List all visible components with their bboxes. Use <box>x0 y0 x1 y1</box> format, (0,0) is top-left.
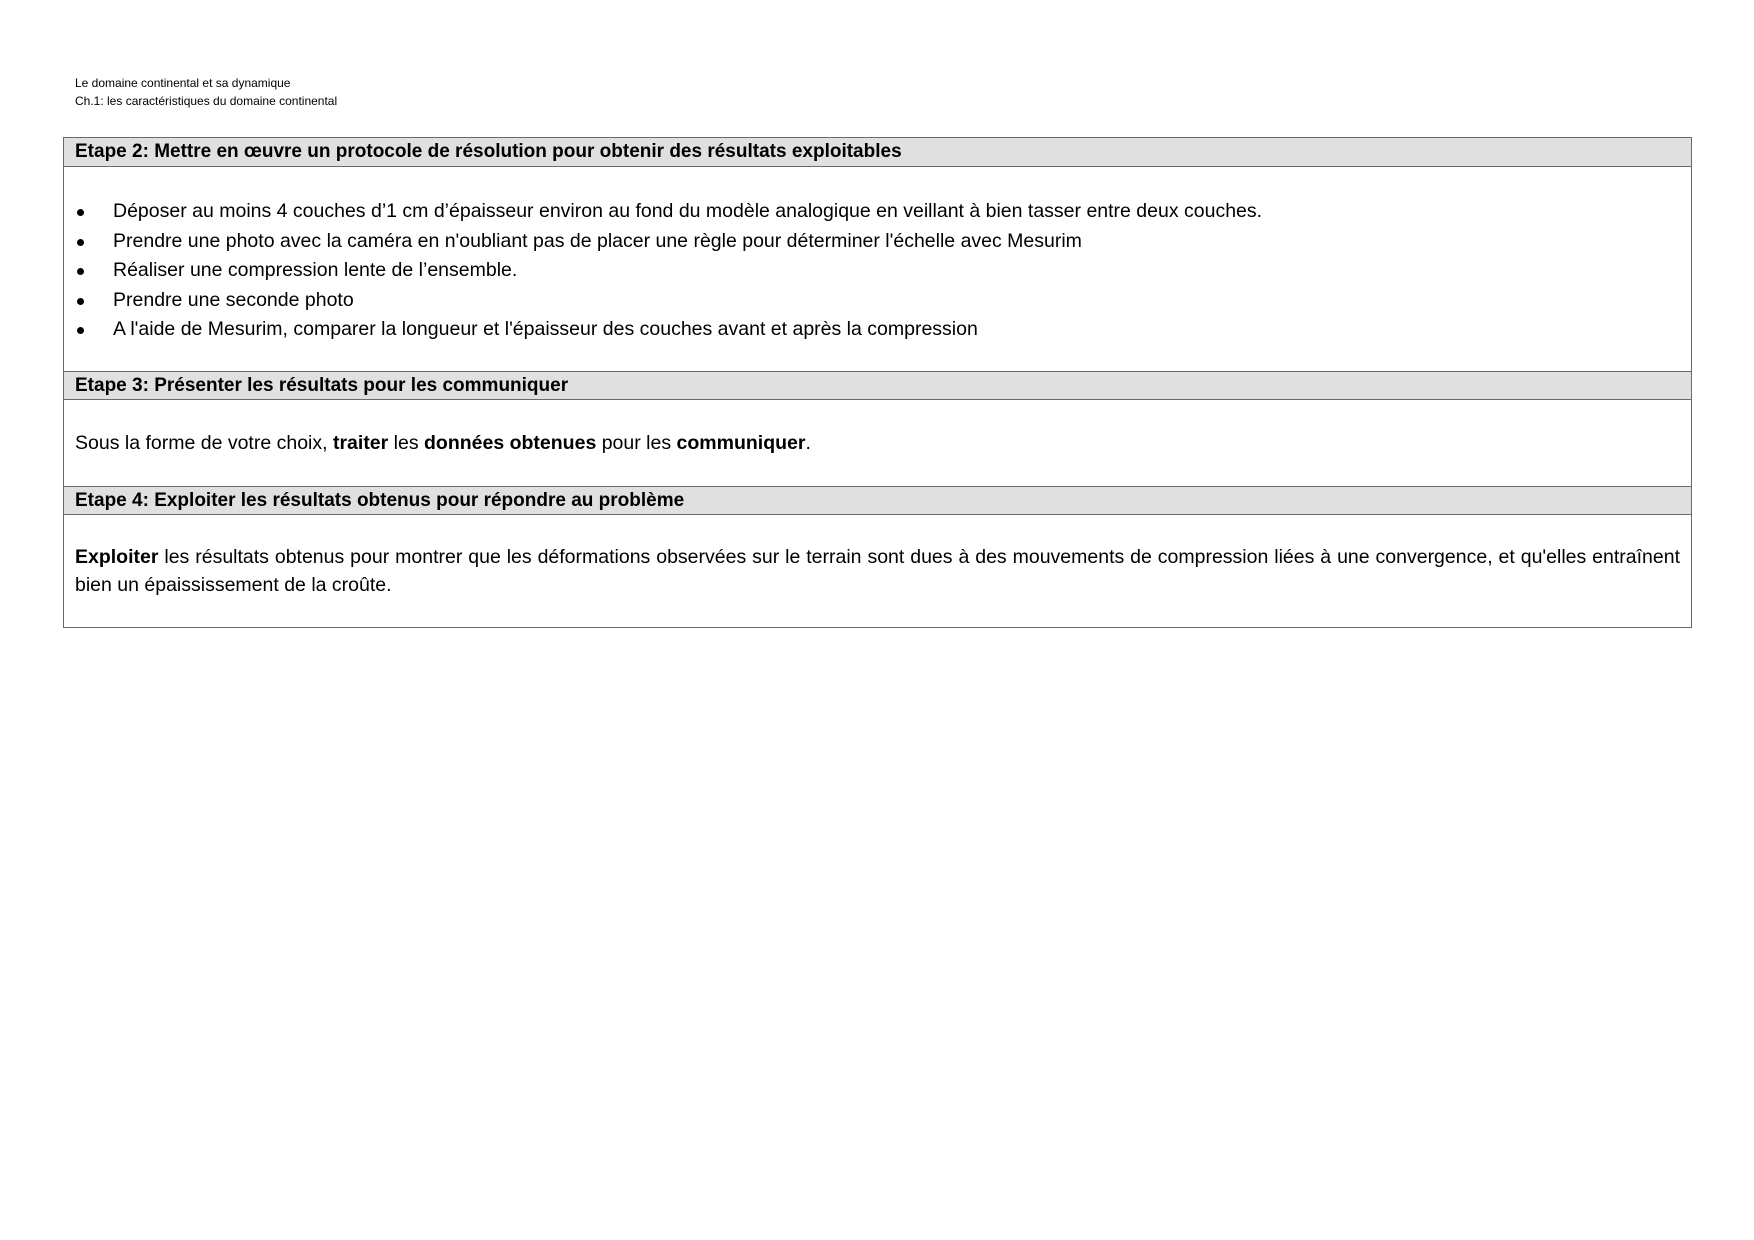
list-item <box>75 256 1680 286</box>
step3-title: Etape 3: Présenter les résultats pour les communiquer <box>64 371 1691 400</box>
list-item-text: Réaliser une compression lente de l’ensemble. <box>113 259 518 281</box>
step2-body <box>64 167 1691 371</box>
list-item <box>75 286 1680 316</box>
bullet-icon <box>77 327 84 334</box>
list-item-text: A l'aide de Mesurim, comparer la longueur et l'épaisseur des couches avant et après la compression <box>113 318 978 340</box>
step3-keyword-donnees: données obtenues <box>424 432 597 454</box>
step4-keyword-exploiter: Exploiter <box>75 546 159 568</box>
list-item-text: Prendre une seconde photo <box>113 288 354 311</box>
step4-text: les résultats obtenus pour montrer que les déformations observées sur le terrain sont dues à des mouvements de compression liées à une convergence, et qu'elles entraînent bien un épaississement de la croûte. <box>75 546 1680 596</box>
list-item-text: Prendre une photo avec la caméra en n'oubliant pas de placer une règle pour déterminer l'échelle avec Mesurim <box>113 229 1082 252</box>
bullet-icon <box>77 268 84 275</box>
bullet-icon <box>77 298 84 305</box>
step3-text-4: . <box>805 432 811 454</box>
running-header <box>75 74 337 110</box>
bullet-icon <box>77 209 84 216</box>
steps-table <box>63 137 1692 628</box>
step2-bullet-list <box>75 197 1680 345</box>
list-item-text: Déposer au moins 4 couches d’1 cm d’épaisseur environ au fond du modèle analogique en veillant à bien tasser entre deux couches. <box>113 200 1263 222</box>
list-item <box>75 227 1680 257</box>
step3-body <box>64 400 1691 486</box>
step3-text-1: Sous la forme de votre choix, <box>75 432 333 454</box>
bullet-icon <box>77 239 84 246</box>
step4-body <box>64 515 1691 627</box>
header-chapter-title: Ch.1: les caractéristiques du domaine continental <box>75 94 338 108</box>
header-chapter-theme: Le domaine continental et sa dynamique <box>75 76 291 90</box>
list-item <box>75 197 1680 227</box>
step3-keyword-communiquer: communiquer <box>676 432 806 454</box>
step2-title: Etape 2: Mettre en œuvre un protocole de résolution pour obtenir des résultats exploitables <box>64 138 1691 167</box>
list-item <box>75 315 1680 345</box>
step3-text-2: les <box>388 432 425 454</box>
step4-title: Etape 4: Exploiter les résultats obtenus pour répondre au problème <box>64 486 1691 515</box>
step3-keyword-traiter: traiter <box>332 432 389 454</box>
step3-text-3: pour les <box>596 432 677 454</box>
